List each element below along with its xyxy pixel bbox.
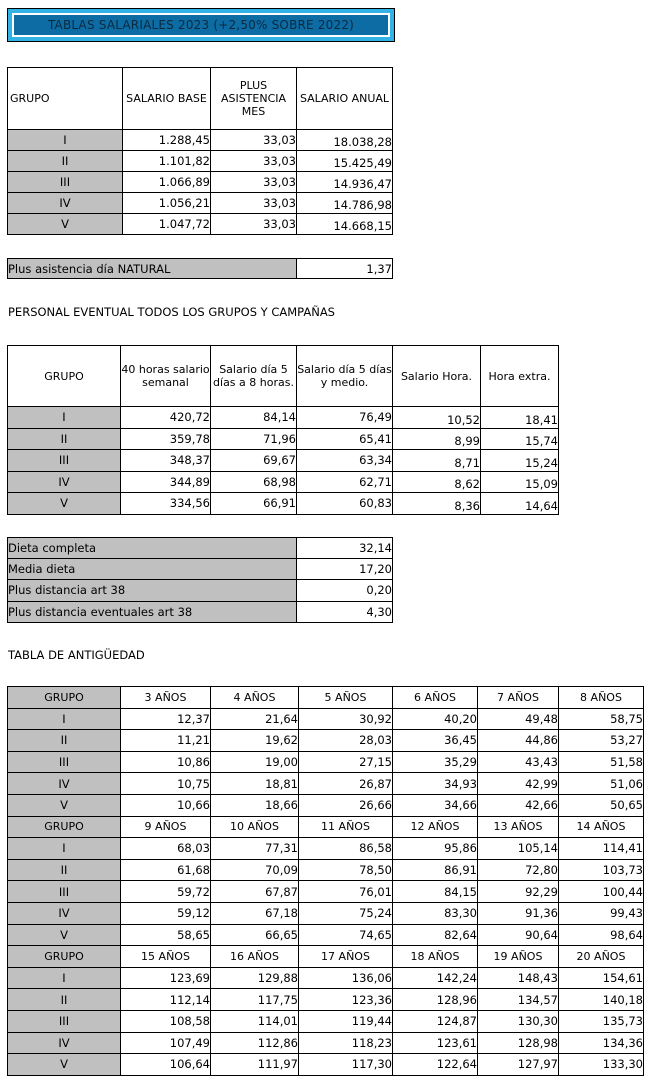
salary-table — [7, 67, 393, 235]
column-header: PLUS ASISTENCIA MES — [211, 68, 297, 130]
row-group-label: IV — [8, 902, 121, 924]
row-group-label: II — [8, 989, 121, 1011]
table-row — [8, 493, 559, 515]
value-cell: 58,75 — [559, 708, 644, 730]
value-cell: 18,81 — [211, 773, 299, 795]
label-value-row — [8, 559, 393, 580]
row-group-label: I — [8, 708, 121, 730]
table-row — [8, 1032, 644, 1054]
label-value-row — [8, 601, 393, 622]
value-cell: 100,44 — [559, 881, 644, 903]
row-label: Media dieta — [8, 559, 297, 580]
row-group-label: V — [8, 794, 121, 816]
table-row — [8, 708, 644, 730]
value-cell: 107,49 — [121, 1032, 211, 1054]
table-row — [8, 751, 644, 773]
title-banner — [7, 8, 395, 42]
value-cell: 117,30 — [299, 1054, 393, 1076]
value-cell: 106,64 — [121, 1054, 211, 1076]
value-cell: 19,00 — [211, 751, 299, 773]
table-row — [8, 172, 393, 193]
table-row — [8, 794, 644, 816]
value-cell: 49,48 — [478, 708, 559, 730]
value-cell: 130,30 — [478, 1010, 559, 1032]
value-cell: 128,96 — [393, 989, 478, 1011]
row-group-label: IV — [8, 471, 121, 493]
value-cell: 1.056,21 — [123, 193, 211, 214]
column-header: 7 AÑOS — [478, 687, 559, 709]
row-group-label: II — [8, 428, 121, 450]
value-cell: 59,12 — [121, 902, 211, 924]
value-cell: 135,73 — [559, 1010, 644, 1032]
antiguedad-table-body — [8, 687, 644, 1076]
column-header: Hora extra. — [481, 346, 559, 407]
value-cell: 71,96 — [211, 428, 297, 450]
value-cell: 70,09 — [211, 859, 299, 881]
value-cell: 84,14 — [211, 407, 297, 429]
value-cell: 35,29 — [393, 751, 478, 773]
table-row — [8, 881, 644, 903]
value-cell: 60,83 — [297, 493, 393, 515]
table-header-row — [8, 346, 559, 407]
value-cell: 92,29 — [478, 881, 559, 903]
value-cell: 74,65 — [299, 924, 393, 946]
value-cell: 19,62 — [211, 730, 299, 752]
row-group-label: III — [8, 450, 121, 472]
eventual-table-body — [8, 346, 559, 515]
table-row — [8, 859, 644, 881]
value-cell: 66,91 — [211, 493, 297, 515]
value-cell: 128,98 — [478, 1032, 559, 1054]
row-value: 4,30 — [297, 601, 393, 622]
value-cell: 34,93 — [393, 773, 478, 795]
value-cell: 44,86 — [478, 730, 559, 752]
value-cell: 50,65 — [559, 794, 644, 816]
value-cell: 72,80 — [478, 859, 559, 881]
value-cell: 27,15 — [299, 751, 393, 773]
row-value: 1,37 — [297, 259, 393, 279]
value-cell: 18.038,28 — [297, 130, 393, 151]
value-cell: 42,99 — [478, 773, 559, 795]
column-header: 11 AÑOS — [299, 816, 393, 838]
column-header: 17 AÑOS — [299, 946, 393, 968]
value-cell: 26,66 — [299, 794, 393, 816]
value-cell: 78,50 — [299, 859, 393, 881]
value-cell: 15,24 — [481, 450, 559, 472]
value-cell: 18,66 — [211, 794, 299, 816]
column-header: Salario día 5 días y medio. — [297, 346, 393, 407]
column-header: 20 AÑOS — [559, 946, 644, 968]
table-row — [8, 924, 644, 946]
value-cell: 58,65 — [121, 924, 211, 946]
row-label: Dieta completa — [8, 538, 297, 559]
row-group-label: V — [8, 493, 121, 515]
row-group-label: I — [8, 130, 123, 151]
value-cell: 112,86 — [211, 1032, 299, 1054]
value-cell: 18,41 — [481, 407, 559, 429]
table-header-row — [8, 68, 393, 130]
value-cell: 26,87 — [299, 773, 393, 795]
row-group-label: V — [8, 214, 123, 235]
value-cell: 63,34 — [297, 450, 393, 472]
value-cell: 15,09 — [481, 471, 559, 493]
value-cell: 86,91 — [393, 859, 478, 881]
value-cell: 1.101,82 — [123, 151, 211, 172]
table-header-row — [8, 946, 644, 968]
column-header: 9 AÑOS — [121, 816, 211, 838]
table-row — [8, 967, 644, 989]
value-cell: 65,41 — [297, 428, 393, 450]
value-cell: 348,37 — [121, 450, 211, 472]
value-cell: 8,71 — [393, 450, 481, 472]
value-cell: 69,67 — [211, 450, 297, 472]
row-group-label: II — [8, 151, 123, 172]
table-row — [8, 151, 393, 172]
value-cell: 123,69 — [121, 967, 211, 989]
value-cell: 14,64 — [481, 493, 559, 515]
column-header: 3 AÑOS — [121, 687, 211, 709]
value-cell: 43,43 — [478, 751, 559, 773]
value-cell: 119,44 — [299, 1010, 393, 1032]
value-cell: 30,92 — [299, 708, 393, 730]
value-cell: 334,56 — [121, 493, 211, 515]
row-group-label: I — [8, 407, 121, 429]
value-cell: 134,36 — [559, 1032, 644, 1054]
value-cell: 140,18 — [559, 989, 644, 1011]
column-header: Salario Hora. — [393, 346, 481, 407]
value-cell: 76,01 — [299, 881, 393, 903]
column-header: 4 AÑOS — [211, 687, 299, 709]
row-group-label: II — [8, 730, 121, 752]
value-cell: 62,71 — [297, 471, 393, 493]
value-cell: 67,87 — [211, 881, 299, 903]
value-cell: 34,66 — [393, 794, 478, 816]
value-cell: 33,03 — [211, 151, 297, 172]
table-row — [8, 989, 644, 1011]
column-header: 10 AÑOS — [211, 816, 299, 838]
column-header: GRUPO — [8, 687, 121, 709]
value-cell: 420,72 — [121, 407, 211, 429]
value-cell: 33,03 — [211, 172, 297, 193]
value-cell: 8,36 — [393, 493, 481, 515]
row-value: 17,20 — [297, 559, 393, 580]
row-group-label: I — [8, 967, 121, 989]
value-cell: 12,37 — [121, 708, 211, 730]
table-row — [8, 214, 393, 235]
column-header: 40 horas salario semanal — [121, 346, 211, 407]
value-cell: 8,62 — [393, 471, 481, 493]
table-header-row — [8, 687, 644, 709]
value-cell: 344,89 — [121, 471, 211, 493]
value-cell: 28,03 — [299, 730, 393, 752]
table-row — [8, 773, 644, 795]
column-header: SALARIO ANUAL — [297, 68, 393, 130]
value-cell: 133,30 — [559, 1054, 644, 1076]
column-header: 14 AÑOS — [559, 816, 644, 838]
column-header: Salario día 5 días a 8 horas. — [211, 346, 297, 407]
value-cell: 11,21 — [121, 730, 211, 752]
value-cell: 127,97 — [478, 1054, 559, 1076]
value-cell: 99,43 — [559, 902, 644, 924]
table-row — [8, 407, 559, 429]
value-cell: 10,86 — [121, 751, 211, 773]
value-cell: 114,01 — [211, 1010, 299, 1032]
value-cell: 114,41 — [559, 838, 644, 860]
value-cell: 36,45 — [393, 730, 478, 752]
value-cell: 76,49 — [297, 407, 393, 429]
column-header: 8 AÑOS — [559, 687, 644, 709]
column-header: GRUPO — [8, 946, 121, 968]
row-label: Plus asistencia día NATURAL — [8, 259, 297, 279]
table-row — [8, 1010, 644, 1032]
value-cell: 123,61 — [393, 1032, 478, 1054]
page-title: TABLAS SALARIALES 2023 (+2,50% SOBRE 2022) — [47, 18, 355, 32]
value-cell: 14.936,47 — [297, 172, 393, 193]
value-cell: 33,03 — [211, 214, 297, 235]
value-cell: 123,36 — [299, 989, 393, 1011]
value-cell: 77,31 — [211, 838, 299, 860]
value-cell: 8,99 — [393, 428, 481, 450]
plus-asistencia-table — [7, 258, 393, 279]
label-value-row — [8, 538, 393, 559]
row-group-label: II — [8, 859, 121, 881]
column-header: 5 AÑOS — [299, 687, 393, 709]
row-group-label: V — [8, 924, 121, 946]
eventual-table — [7, 345, 559, 515]
dietas-table — [7, 537, 393, 623]
antiguedad-section-heading: TABLA DE ANTIGÜEDAD — [8, 648, 145, 662]
row-group-label: IV — [8, 1032, 121, 1054]
value-cell: 10,75 — [121, 773, 211, 795]
value-cell: 148,43 — [478, 967, 559, 989]
value-cell: 67,18 — [211, 902, 299, 924]
column-header: 16 AÑOS — [211, 946, 299, 968]
label-value-row — [8, 580, 393, 601]
row-group-label: III — [8, 1010, 121, 1032]
value-cell: 122,64 — [393, 1054, 478, 1076]
table-row — [8, 471, 559, 493]
value-cell: 15.425,49 — [297, 151, 393, 172]
value-cell: 33,03 — [211, 193, 297, 214]
value-cell: 111,97 — [211, 1054, 299, 1076]
value-cell: 105,14 — [478, 838, 559, 860]
row-value: 32,14 — [297, 538, 393, 559]
value-cell: 14.786,98 — [297, 193, 393, 214]
value-cell: 118,23 — [299, 1032, 393, 1054]
value-cell: 112,14 — [121, 989, 211, 1011]
column-header: SALARIO BASE — [123, 68, 211, 130]
column-header: 12 AÑOS — [393, 816, 478, 838]
value-cell: 142,24 — [393, 967, 478, 989]
value-cell: 129,88 — [211, 967, 299, 989]
table-header-row — [8, 816, 644, 838]
value-cell: 14.668,15 — [297, 214, 393, 235]
column-header: 19 AÑOS — [478, 946, 559, 968]
value-cell: 108,58 — [121, 1010, 211, 1032]
table-row — [8, 730, 644, 752]
value-cell: 91,36 — [478, 902, 559, 924]
value-cell: 68,03 — [121, 838, 211, 860]
table-row — [8, 130, 393, 151]
value-cell: 40,20 — [393, 708, 478, 730]
row-label: Plus distancia eventuales art 38 — [8, 601, 297, 622]
value-cell: 1.066,89 — [123, 172, 211, 193]
column-header: GRUPO — [8, 816, 121, 838]
value-cell: 66,65 — [211, 924, 299, 946]
value-cell: 103,73 — [559, 859, 644, 881]
table-row — [8, 902, 644, 924]
column-header: GRUPO — [8, 346, 121, 407]
value-cell: 10,52 — [393, 407, 481, 429]
value-cell: 21,64 — [211, 708, 299, 730]
column-header: 15 AÑOS — [121, 946, 211, 968]
value-cell: 134,57 — [478, 989, 559, 1011]
value-cell: 59,72 — [121, 881, 211, 903]
salary-table-body — [8, 68, 393, 235]
column-header: 6 AÑOS — [393, 687, 478, 709]
value-cell: 359,78 — [121, 428, 211, 450]
value-cell: 75,24 — [299, 902, 393, 924]
value-cell: 1.047,72 — [123, 214, 211, 235]
value-cell: 95,86 — [393, 838, 478, 860]
column-header: GRUPO — [8, 68, 123, 130]
value-cell: 1.288,45 — [123, 130, 211, 151]
value-cell: 68,98 — [211, 471, 297, 493]
value-cell: 83,30 — [393, 902, 478, 924]
table-row — [8, 428, 559, 450]
row-value: 0,20 — [297, 580, 393, 601]
value-cell: 61,68 — [121, 859, 211, 881]
row-group-label: IV — [8, 773, 121, 795]
label-value-row — [8, 259, 393, 279]
value-cell: 51,58 — [559, 751, 644, 773]
row-group-label: III — [8, 881, 121, 903]
value-cell: 10,66 — [121, 794, 211, 816]
table-row — [8, 450, 559, 472]
value-cell: 136,06 — [299, 967, 393, 989]
table-row — [8, 193, 393, 214]
row-label: Plus distancia art 38 — [8, 580, 297, 601]
value-cell: 82,64 — [393, 924, 478, 946]
row-group-label: I — [8, 838, 121, 860]
value-cell: 42,66 — [478, 794, 559, 816]
value-cell: 53,27 — [559, 730, 644, 752]
plus-asistencia-body — [8, 259, 393, 279]
value-cell: 84,15 — [393, 881, 478, 903]
value-cell: 51,06 — [559, 773, 644, 795]
row-group-label: V — [8, 1054, 121, 1076]
column-header: 18 AÑOS — [393, 946, 478, 968]
eventual-section-heading: PERSONAL EVENTUAL TODOS LOS GRUPOS Y CAMPAÑAS — [8, 305, 335, 319]
table-row — [8, 838, 644, 860]
value-cell: 154,61 — [559, 967, 644, 989]
dietas-table-body — [8, 538, 393, 623]
table-row — [8, 1054, 644, 1076]
row-group-label: IV — [8, 193, 123, 214]
value-cell: 98,64 — [559, 924, 644, 946]
antiguedad-table — [7, 686, 644, 1076]
value-cell: 90,64 — [478, 924, 559, 946]
row-group-label: III — [8, 751, 121, 773]
row-group-label: III — [8, 172, 123, 193]
value-cell: 124,87 — [393, 1010, 478, 1032]
value-cell: 117,75 — [211, 989, 299, 1011]
value-cell: 33,03 — [211, 130, 297, 151]
value-cell: 86,58 — [299, 838, 393, 860]
column-header: 13 AÑOS — [478, 816, 559, 838]
value-cell: 15,74 — [481, 428, 559, 450]
